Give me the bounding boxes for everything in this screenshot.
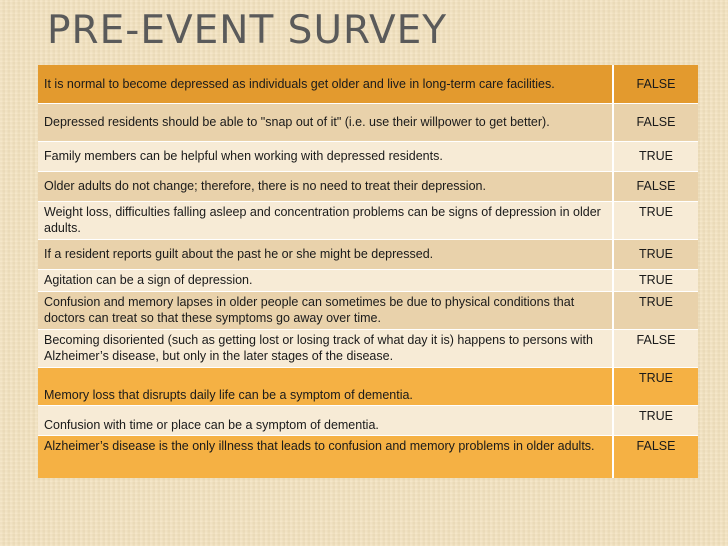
survey-statement: If a resident reports guilt about the past he or she might be depressed. bbox=[38, 239, 613, 269]
survey-statement: Depressed residents should be able to "snap out of it" (i.e. use their willpower to get better). bbox=[38, 103, 613, 141]
survey-row bbox=[38, 201, 698, 239]
survey-row bbox=[38, 141, 698, 171]
slide-title: PRE-EVENT SURVEY bbox=[47, 8, 448, 53]
survey-table bbox=[38, 65, 698, 478]
survey-table-body bbox=[38, 65, 698, 478]
survey-row bbox=[38, 239, 698, 269]
survey-row bbox=[38, 367, 698, 405]
survey-row bbox=[38, 291, 698, 329]
survey-statement: Agitation can be a sign of depression. bbox=[38, 269, 613, 291]
survey-statement: Memory loss that disrupts daily life can be a symptom of dementia. bbox=[38, 367, 613, 405]
survey-row bbox=[38, 65, 698, 103]
survey-row bbox=[38, 171, 698, 201]
survey-row bbox=[38, 405, 698, 435]
survey-row bbox=[38, 329, 698, 367]
survey-answer: FALSE bbox=[613, 65, 698, 103]
survey-statement: Older adults do not change; therefore, there is no need to treat their depression. bbox=[38, 171, 613, 201]
survey-answer: TRUE bbox=[613, 141, 698, 171]
survey-statement: Becoming disoriented (such as getting lost or losing track of what day it is) happens to persons with Alzheimer’s disease, but only in the later stages of the disease. bbox=[38, 329, 613, 367]
survey-statement: Confusion with time or place can be a symptom of dementia. bbox=[38, 405, 613, 435]
survey-answer: TRUE bbox=[613, 367, 698, 405]
survey-answer: FALSE bbox=[613, 171, 698, 201]
survey-row bbox=[38, 269, 698, 291]
survey-answer: FALSE bbox=[613, 329, 698, 367]
survey-answer: TRUE bbox=[613, 239, 698, 269]
survey-answer: FALSE bbox=[613, 435, 698, 478]
survey-answer: TRUE bbox=[613, 405, 698, 435]
survey-statement: Family members can be helpful when working with depressed residents. bbox=[38, 141, 613, 171]
survey-statement: Alzheimer’s disease is the only illness that leads to confusion and memory problems in older adults. bbox=[38, 435, 613, 478]
survey-answer: FALSE bbox=[613, 103, 698, 141]
survey-answer: TRUE bbox=[613, 269, 698, 291]
survey-row bbox=[38, 103, 698, 141]
survey-statement: Confusion and memory lapses in older people can sometimes be due to physical conditions that doctors can treat so that these symptoms go away over time. bbox=[38, 291, 613, 329]
survey-answer: TRUE bbox=[613, 291, 698, 329]
survey-statement: Weight loss, difficulties falling asleep and concentration problems can be signs of depression in older adults. bbox=[38, 201, 613, 239]
survey-answer: TRUE bbox=[613, 201, 698, 239]
survey-statement: It is normal to become depressed as individuals get older and live in long-term care facilities. bbox=[38, 65, 613, 103]
survey-row bbox=[38, 435, 698, 478]
